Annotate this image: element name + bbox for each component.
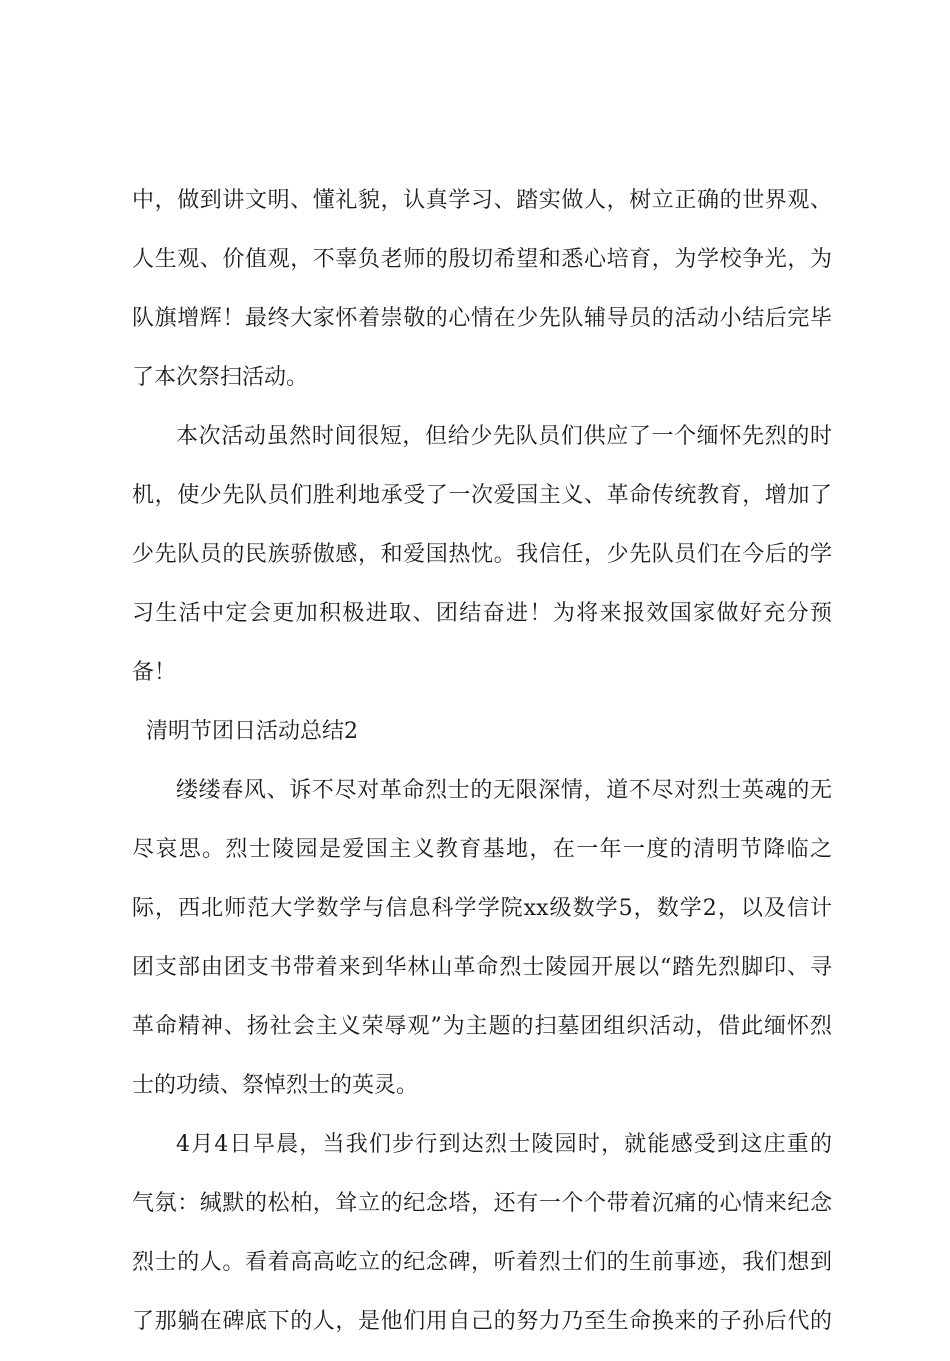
text-line: 了本次祭扫活动。 (132, 365, 309, 390)
text-line: 4月4日早晨，当我们步行到达烈士陵园时，就能感受到这庄重的 (176, 1132, 832, 1157)
text-line: 备！ (132, 660, 177, 685)
text-line: 少先队员的民族骄傲感，和爱国热忱。我信任，少先队员们在今后的学 (132, 542, 832, 567)
text-line: 缕缕春风、诉不尽对革命烈士的无限深情，道不尽对烈士英魂的无 (176, 778, 832, 803)
text-line: 尽哀思。烈士陵园是爱国主义教育基地，在一年一度的清明节降临之 (132, 837, 832, 862)
section-heading: 清明节团日活动总结2 (146, 719, 358, 744)
text-line: 了那躺在碑底下的人，是他们用自己的努力乃至生命换来的子孙后代的 (132, 1309, 832, 1334)
text-line: 气氛：缄默的松柏，耸立的纪念塔，还有一个个带着沉痛的心情来纪念 (132, 1191, 832, 1216)
text-line: 机，使少先队员们胜利地承受了一次爱国主义、革命传统教育，增加了 (132, 483, 832, 508)
text-line: 队旗增辉！最终大家怀着崇敬的心情在少先队辅导员的活动小结后完毕 (132, 306, 832, 331)
text-line: 士的功绩、祭悼烈士的英灵。 (132, 1073, 419, 1098)
text-line: 中，做到讲文明、懂礼貌，认真学习、踏实做人，树立正确的世界观、 (132, 188, 832, 213)
text-line: 团支部由团支书带着来到华林山革命烈士陵园开展以“踏先烈脚印、寻 (132, 955, 832, 980)
text-line: 烈士的人。看着高高屹立的纪念碑，听着烈士们的生前事迹，我们想到 (132, 1250, 832, 1275)
text-line: 本次活动虽然时间很短，但给少先队员们供应了一个缅怀先烈的时 (176, 424, 832, 449)
document-body (132, 181, 832, 1361)
text-line: 革命精神、扬社会主义荣辱观”为主题的扫墓团组织活动，借此缅怀烈 (132, 1014, 832, 1039)
text-line: 际，西北师范大学数学与信息科学学院xx级数学5，数学2，以及信计 (132, 896, 832, 921)
text-line: 人生观、价值观，不辜负老师的殷切希望和悉心培育，为学校争光，为 (132, 247, 832, 272)
text-line: 习生活中定会更加积极进取、团结奋进！为将来报效国家做好充分预 (132, 601, 832, 626)
